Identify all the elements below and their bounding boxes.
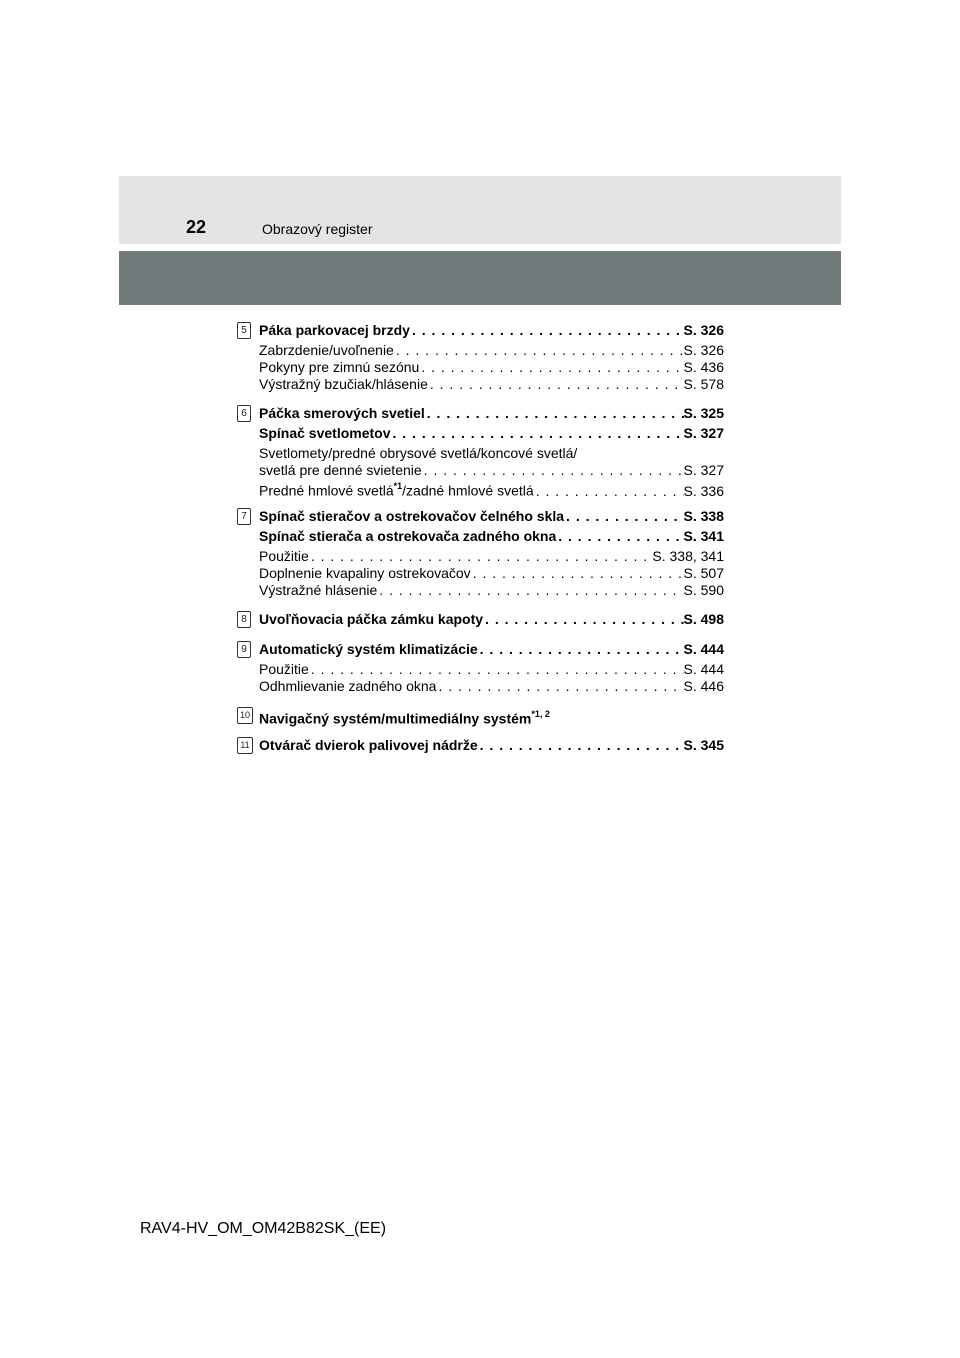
dot-leader <box>391 423 684 443</box>
index-subentry <box>259 479 724 499</box>
header-title: Obrazový register <box>262 221 373 237</box>
page-reference: S. 325 <box>683 405 724 421</box>
page-reference: S. 578 <box>683 376 724 392</box>
callout-number-marker: 11 <box>237 737 253 754</box>
page-reference: S. 338, 341 <box>652 548 724 564</box>
page-reference: S. 336 <box>683 482 724 499</box>
dot-leader <box>428 376 684 393</box>
entry-label: Zabrzdenie/uvoľnenie <box>259 342 394 358</box>
page-reference: S. 444 <box>683 661 724 677</box>
callout-number-marker: 8 <box>237 611 251 628</box>
dot-leader <box>534 483 684 500</box>
entry-label: Automatický systém klimatizácie <box>259 641 478 657</box>
dot-leader <box>436 678 683 695</box>
page-reference: S. 436 <box>683 359 724 375</box>
entry-label: Pokyny pre zimnú sezónu <box>259 359 420 375</box>
page-reference: S. 590 <box>683 582 724 598</box>
entry-label: Uvoľňovacia páčka zámku kapoty <box>259 611 484 627</box>
index-subentry <box>259 661 724 678</box>
entry-label: svetlá pre denné svietenie <box>259 462 422 478</box>
entry-label: Navigačný systém/multimediálny systém$^{*1, 2}$ <box>259 709 550 727</box>
index-subentry <box>259 548 724 565</box>
dot-leader <box>478 639 684 659</box>
dot-leader <box>483 609 683 629</box>
index-entry <box>259 526 724 546</box>
index-entry <box>259 423 724 443</box>
footnote-reference: *1, 2 <box>531 709 550 719</box>
entry-label: Páka parkovacej brzdy <box>259 322 410 338</box>
index-section <box>237 609 724 629</box>
callout-number-marker: 5 <box>237 322 251 339</box>
dot-leader <box>309 548 653 565</box>
document-code: RAV4-HV_OM_OM42B82SK_(EE) <box>140 1220 387 1237</box>
index-entry <box>259 609 724 629</box>
page-reference: S. 327 <box>683 425 724 441</box>
index-section <box>237 639 724 695</box>
dot-leader <box>564 506 683 526</box>
entry-label: Otvárač dvierok palivovej nádrže <box>259 737 478 753</box>
page-reference: S. 446 <box>683 678 724 694</box>
entry-label: Predné hmlové svetlá$^{*1}$/zadné hmlové svetlá <box>259 481 534 499</box>
index-section <box>237 705 724 725</box>
page-reference: S. 341 <box>683 528 724 544</box>
dot-leader <box>425 403 684 423</box>
entry-label: Spínač stierača a ostrekovača zadného okna <box>259 528 557 544</box>
entry-label: Doplnenie kvapaliny ostrekovačov <box>259 565 471 581</box>
entry-label: Použitie <box>259 661 309 677</box>
index-entry <box>259 506 724 526</box>
entry-label: Svetlomety/predné obrysové svetlá/koncové svetlá/ <box>259 445 578 461</box>
index-section <box>237 320 724 393</box>
index-subentry <box>259 359 724 376</box>
entry-label: Výstražné hlásenie <box>259 582 378 598</box>
callout-number-marker: 9 <box>237 641 251 658</box>
callout-number-marker: 10 <box>237 707 253 724</box>
section-band <box>119 251 841 305</box>
entry-label: Odhmlievanie zadného okna <box>259 678 437 694</box>
entry-label: Spínač svetlometov <box>259 425 391 441</box>
page-reference: S. 507 <box>683 565 724 581</box>
footnote-reference: *1 <box>393 481 403 491</box>
dot-leader <box>394 342 684 359</box>
index-subentry <box>259 342 724 359</box>
dot-leader <box>377 582 683 599</box>
index-section <box>237 506 724 599</box>
entry-label: Spínač stieračov a ostrekovačov čelného skla <box>259 508 565 524</box>
page-reference: S. 444 <box>683 641 724 657</box>
page-reference: S. 326 <box>683 322 724 338</box>
dot-leader <box>422 462 684 479</box>
page-reference: S. 327 <box>683 462 724 478</box>
dot-leader <box>410 320 684 340</box>
page-number: 22 <box>186 217 207 237</box>
index-entry <box>259 705 724 725</box>
index-entry <box>259 403 724 423</box>
header-band <box>119 176 841 244</box>
index-subentry <box>259 678 724 695</box>
index-content <box>237 320 724 755</box>
index-subentry <box>259 565 724 582</box>
index-section <box>237 403 724 499</box>
index-subentry <box>259 445 724 462</box>
entry-label: Výstražný bzučiak/hlásenie <box>259 376 428 392</box>
page-reference: S. 326 <box>683 342 724 358</box>
index-subentry <box>259 376 724 393</box>
index-section <box>237 735 724 755</box>
dot-leader <box>478 735 684 755</box>
dot-leader <box>471 565 684 582</box>
dot-leader <box>309 661 684 678</box>
index-subentry <box>259 582 724 599</box>
index-subentry <box>259 462 724 479</box>
entry-label: Páčka smerových svetiel <box>259 405 425 421</box>
callout-number-marker: 7 <box>237 508 251 525</box>
dot-leader <box>419 359 683 376</box>
index-entry <box>259 320 724 340</box>
page-reference: S. 498 <box>683 611 724 627</box>
index-entry <box>259 639 724 659</box>
index-entry <box>259 735 724 755</box>
callout-number-marker: 6 <box>237 405 251 422</box>
page-reference: S. 345 <box>683 737 724 753</box>
dot-leader <box>556 526 683 546</box>
entry-label: Použitie <box>259 548 309 564</box>
page-reference: S. 338 <box>683 508 724 524</box>
